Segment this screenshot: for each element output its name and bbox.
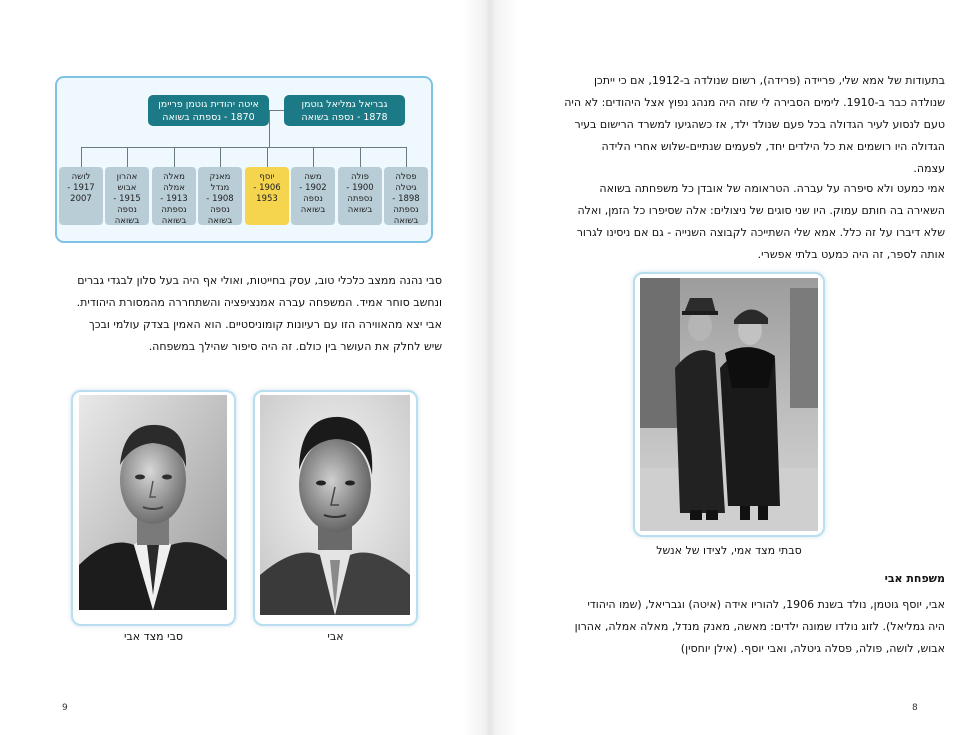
page-number-left: 9 xyxy=(62,703,68,713)
child-connector xyxy=(406,147,407,167)
couple-photo xyxy=(640,278,818,531)
child-box: פסלה גיטלה 1898 - נספתה בשואה xyxy=(384,167,428,225)
child-box-highlighted: יוסף 1906 - 1953 xyxy=(245,167,289,225)
father-portrait-image xyxy=(260,395,410,615)
left-paragraph: סבי נהנה ממצב כלכלי טוב, עסק בחייטות, ואולי אף היה בעל סלון לבגדי גברים ונחשב סוחר אמיד. המשפחה עברה אמנציפציה והשתחררה מהמסורת היהודית. אבי יצא מהאווירה הזו עם רעיונות קומוניסטיים. הוא האמין בצדק עולמי ובכך שיש לחלק את העושר בין כולם. זה היה סיפור שהילך במשפחה. xyxy=(76,274,442,353)
father-dates: 1878 - נספה בשואה xyxy=(301,112,388,123)
section-heading: משפחת אבי xyxy=(884,572,945,585)
child-box: לושה 1917 - 2007 xyxy=(59,167,103,225)
grandfather-photo xyxy=(79,395,227,610)
family-tree xyxy=(55,76,433,243)
page-number-right: 8 xyxy=(912,703,918,713)
right-paragraph-2: אמי כמעט ולא סיפרה על עברה. הטראומה של אובדן כל משפחתה בשואה השאירה בה חותם עמוק. היו שני סוגים של ניצולים: אלה שסיפרו כל הזמן, ואלה שלא דיברו על זה כלל. אמא שלי השתייכה לקבוצה השנייה - גם אם ניסינו לגרור אותה לספר, זה היה כמעט בלתי אפשרי. xyxy=(576,182,945,261)
tree-father xyxy=(284,95,405,126)
child-connector xyxy=(127,147,128,167)
child-box: מאלה אמלה 1913 - נספתה בשואה xyxy=(152,167,196,225)
tree-mother xyxy=(148,95,269,126)
grandfather-caption: סבי מצד אבי xyxy=(123,630,184,643)
child-box: משה 1902 - נספה בשואה xyxy=(291,167,335,225)
child-box: פולה 1900 - נספתה בשואה xyxy=(338,167,382,225)
father-photo xyxy=(260,395,410,615)
child-connector xyxy=(220,147,221,167)
child-connector xyxy=(313,147,314,167)
child-box: אהרון אבוש 1915 - נספה בשואה xyxy=(105,167,149,225)
right-paragraph-1: בתעודות של אמא שלי, פריידה (פרידה), רשום שנולדה ב-1912, אם כי ייתכן שנולדה כבר ב-1910. לימים הסבירה לי שזה היה מנהג נפוץ אצל היהודים: לא היה טעם לנסוע לעיר הגדולה בכל פעם שנולד ילד, אז כשהגיעו למשרד הרישום בעיר הגדולה היו רושמים את כל הילדים יחד, לפעמים שנתיים-שלוש אחרי הלידה עצמה. xyxy=(564,74,945,175)
grandfather-portrait-image xyxy=(79,395,227,610)
right-page xyxy=(490,0,980,735)
child-connector xyxy=(360,147,361,167)
couple-street-image xyxy=(640,278,818,531)
father-name: גבריאל גמליאל גוטמן xyxy=(301,99,388,110)
child-connector xyxy=(174,147,175,167)
father-caption: אבי xyxy=(327,630,344,643)
sibling-line xyxy=(81,147,406,148)
right-paragraph-3: אבי, יוסף גוטמן, נולד בשנת 1906, להוריו אידה (איטה) וגבריאל, (שמו היהודי היה גמליאל). לזוג נולדו שמונה ילדים: מאשה, מאנק מנדל, מאלה אמלה, אהרון אבוש, לושה, פולה, פסלה גיטלה, ואבי יוסף. (אילן יוחסין) xyxy=(574,598,945,655)
couple-caption: סבתי מצד אמי, לצידו של אנשל xyxy=(656,544,802,557)
child-connector xyxy=(81,147,82,167)
descent-line xyxy=(269,110,270,147)
mother-name: איטה יהודית גוטמן פריימן xyxy=(158,99,259,110)
child-connector xyxy=(267,147,268,167)
mother-dates: 1870 - נספתה בשואה xyxy=(162,112,255,123)
child-box: מאנק מנדל 1908 - נספה בשואה xyxy=(198,167,242,225)
marriage-line xyxy=(269,110,284,111)
